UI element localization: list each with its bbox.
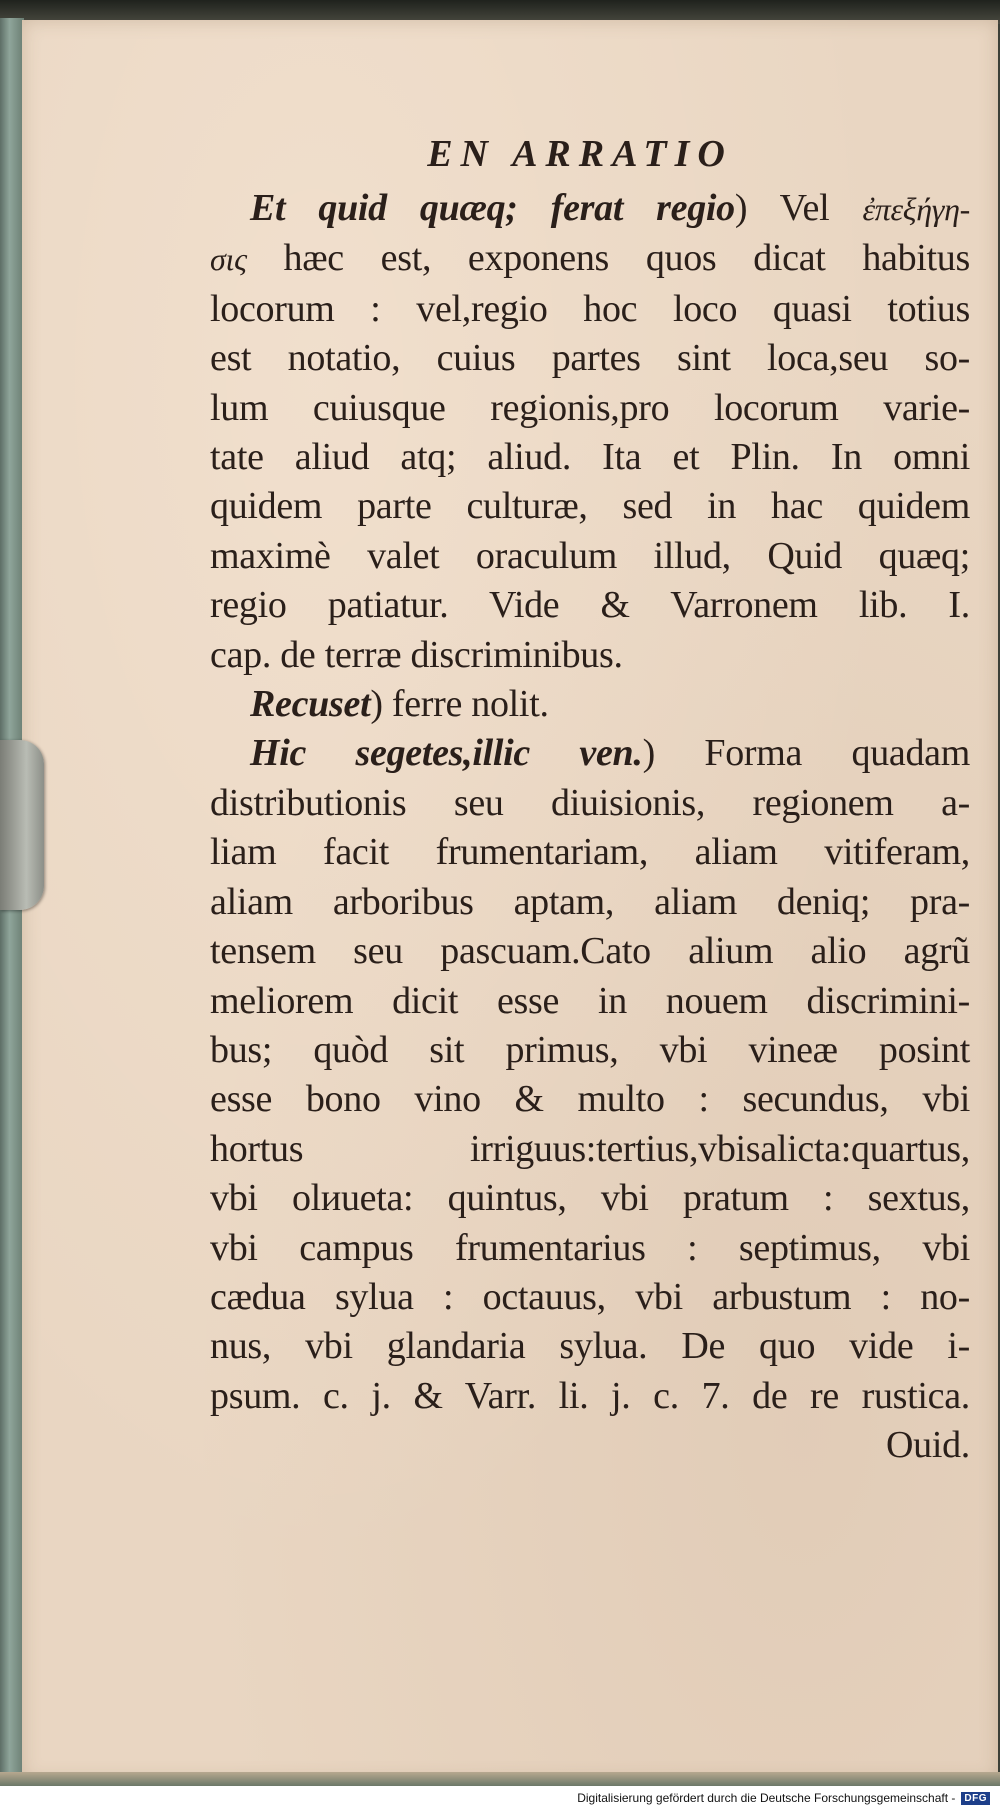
greek-word: σις bbox=[210, 241, 247, 278]
text-line bbox=[210, 828, 970, 877]
line-text: lum cuiusque regionis,pro locorum varie- bbox=[210, 386, 970, 429]
text-line bbox=[210, 878, 970, 927]
page-clip bbox=[0, 740, 44, 910]
text-line bbox=[210, 1224, 970, 1273]
text-line bbox=[210, 433, 970, 482]
line-text: ) Vel bbox=[734, 187, 863, 229]
line-text: tensem seu pascuam.Cato alium alio agrũ bbox=[210, 930, 970, 973]
lemma: Recuset bbox=[250, 683, 371, 726]
line-text: distributionis seu diuisionis, regionem a- bbox=[210, 781, 970, 824]
line-text: cap. de terræ discriminibus. bbox=[210, 633, 623, 676]
lemma: Hic segetes,illic ven. bbox=[250, 732, 643, 775]
line-text: est notatio, cuius partes sint loca,seu so- bbox=[210, 337, 970, 380]
text-line bbox=[210, 680, 970, 729]
text-line bbox=[210, 1273, 970, 1322]
line-text: liam facit frumentariam, aliam vitiferam, bbox=[210, 831, 970, 874]
text-line bbox=[210, 184, 970, 234]
line-text: esse bono vino & multo : secundus, vbi bbox=[210, 1078, 970, 1121]
line-text: nus, vbi glandaria sylua. De quo vide i- bbox=[210, 1325, 970, 1368]
line-text: meliorem dicit esse in nouem discrimini- bbox=[210, 979, 970, 1022]
page-bottom-border bbox=[0, 1772, 1000, 1786]
text-line bbox=[210, 1125, 970, 1174]
text-line bbox=[210, 581, 970, 630]
text-line bbox=[210, 1026, 970, 1075]
line-text: hæc est, exponens quos dicat habitus bbox=[246, 237, 970, 280]
footer-credit-text: Digitalisierung gefördert durch die Deutsche Forschungsgemeinschaft - bbox=[577, 1791, 956, 1805]
line-text: quidem parte culturæ, sed in hac quidem bbox=[210, 485, 970, 528]
line-text: Ouid. bbox=[885, 1424, 970, 1467]
line-text: aliam arboribus aptam, aliam deniq; pra- bbox=[210, 880, 970, 923]
line-text: regio patiatur. Vide & Varronem lib. I. bbox=[210, 584, 970, 627]
text-lines bbox=[210, 184, 970, 1471]
line-text: vbi campus frumentarius : septimus, vbi bbox=[210, 1226, 970, 1269]
text-line bbox=[210, 1372, 970, 1421]
line-text: vbi olиueta: quintus, vbi pratum : sextus, bbox=[210, 1177, 970, 1220]
text-line bbox=[210, 285, 970, 334]
text-line bbox=[210, 631, 970, 680]
text-line bbox=[210, 729, 970, 778]
text-line bbox=[210, 384, 970, 433]
line-text: locorum : vel,regio hoc loco quasi totius bbox=[210, 287, 970, 330]
text-line bbox=[210, 532, 970, 581]
line-text: psum. c. j. & Varr. li. j. c. 7. de re rustica. bbox=[210, 1374, 970, 1417]
footer-credit bbox=[573, 1788, 994, 1808]
line-text: maximè valet oraculum illud, Quid quæq; bbox=[210, 534, 970, 577]
text-line bbox=[210, 1174, 970, 1223]
text-line bbox=[210, 234, 970, 284]
text-line bbox=[210, 482, 970, 531]
line-text: cædua sylua : octauus, vbi arbustum : no- bbox=[210, 1275, 970, 1318]
lemma: Et quid quæq; ferat regio bbox=[250, 187, 735, 229]
text-line bbox=[210, 334, 970, 383]
text-line bbox=[210, 977, 970, 1026]
text-line bbox=[210, 1421, 970, 1470]
greek-word: ἐπεξήγη- bbox=[862, 191, 971, 227]
text-line bbox=[210, 1322, 970, 1371]
line-text: ) ferre nolit. bbox=[370, 683, 549, 726]
dfg-logo: DFG bbox=[961, 1792, 990, 1805]
line-text: ) Forma quadam bbox=[642, 732, 970, 775]
running-header: EN ARRATIO bbox=[427, 133, 733, 175]
page-text bbox=[210, 128, 970, 1471]
line-text: tate aliud atq; aliud. Ita et Plin. In omni bbox=[210, 436, 970, 479]
text-line bbox=[210, 1075, 970, 1124]
line-text: hortus irriguus:tertius,vbisalicta:quartus, bbox=[210, 1127, 970, 1170]
line-text: bus; quòd sit primus, vbi vineæ posint bbox=[210, 1028, 970, 1071]
text-line bbox=[210, 927, 970, 976]
text-line bbox=[210, 779, 970, 828]
